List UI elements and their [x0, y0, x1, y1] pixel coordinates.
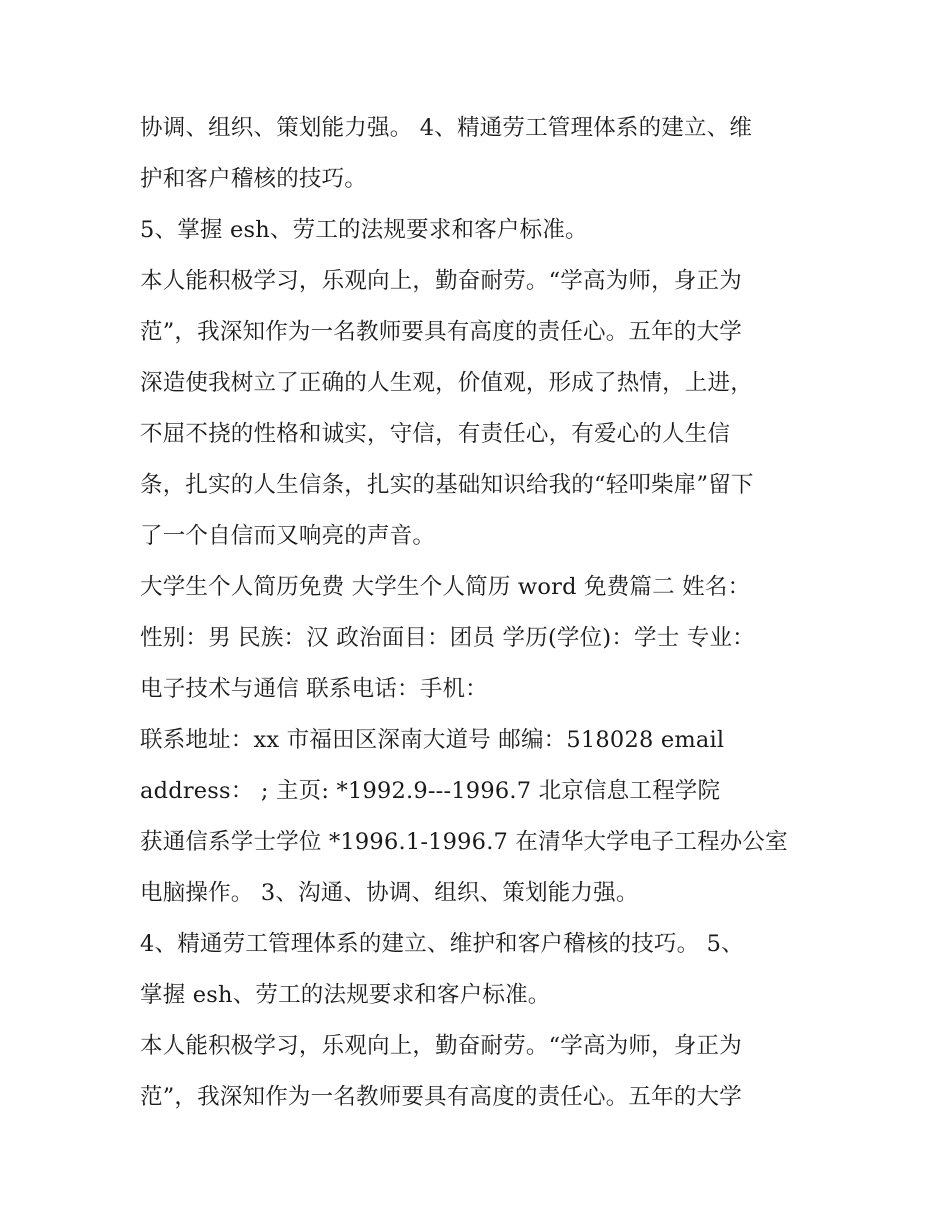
text-line: 掌握 esh、劳工的法规要求和客户标准。: [140, 982, 551, 1008]
text-line: 条，扎实的人生信条，扎实的基础知识给我的“轻叩柴扉”留下: [140, 472, 754, 498]
text-line: 护和客户稽核的技巧。: [140, 166, 368, 192]
text-line: 大学生个人简历免费 大学生个人简历 word 免费篇二 姓名：: [140, 574, 751, 600]
text-line: 本人能积极学习，乐观向上，勤奋耐劳。“学高为师，身正为: [140, 1033, 742, 1059]
text-line: 电脑操作。 3、沟通、协调、组织、策划能力强。: [140, 880, 639, 906]
text-line: 了一个自信而又响亮的声音。: [140, 523, 436, 549]
text-line: 深造使我树立了正确的人生观，价值观，形成了热情，上进，: [140, 370, 753, 396]
text-line: 电子技术与通信 联系电话：手机：: [140, 676, 488, 702]
text-line: 范”，我深知作为一名教师要具有高度的责任心。五年的大学: [140, 1084, 742, 1110]
text-line: 联系地址：xx 市福田区深南大道号 邮编：518028 email: [140, 727, 725, 753]
text-line: 性别：男 民族：汉 政治面目：团员 学历(学位)：学士 专业：: [140, 625, 755, 651]
text-line: 本人能积极学习，乐观向上，勤奋耐劳。“学高为师，身正为: [140, 268, 742, 294]
text-line: 4、精通劳工管理体系的建立、维护和客户稽核的技巧。 5、: [140, 931, 744, 957]
text-line: 范”，我深知作为一名教师要具有高度的责任心。五年的大学: [140, 319, 742, 345]
text-line: address： ; 主页: *1992.9---1996.7 北京信息工程学院: [140, 778, 721, 804]
text-line: 获通信系学士学位 *1996.1-1996.7 在清华大学电子工程办公室: [140, 829, 788, 855]
text-line: 协调、组织、策划能力强。 4、精通劳工管理体系的建立、维: [140, 115, 753, 141]
text-line: 5、掌握 esh、劳工的法规要求和客户标准。: [140, 217, 588, 243]
text-line: 不屈不挠的性格和诚实，守信，有责任心，有爱心的人生信: [140, 421, 731, 447]
